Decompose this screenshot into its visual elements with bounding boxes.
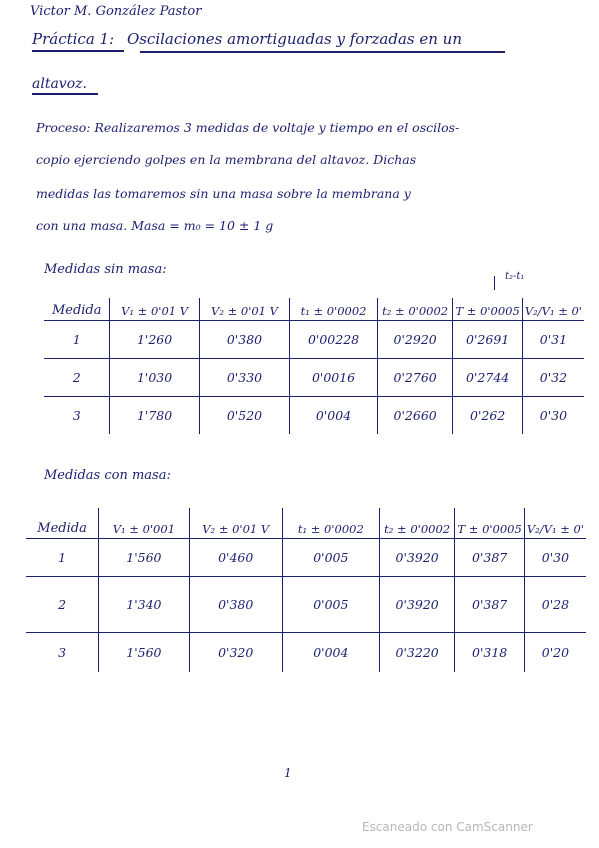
table-cell: 0'00228	[290, 320, 378, 358]
header-cell: t₁ ± 0'0002	[282, 508, 379, 538]
header-cell: T ± 0'0005	[453, 298, 522, 320]
table-row	[44, 320, 584, 358]
table-cell: 1	[26, 538, 99, 576]
table-cell: 0'3920	[379, 576, 455, 632]
table-cell: 0'32	[522, 358, 584, 396]
table-cell: 2	[44, 358, 110, 396]
table-cell: 1'340	[99, 576, 189, 632]
title-prefix: Práctica 1:	[32, 30, 115, 48]
header-cell: t₂ ± 0'0002	[377, 298, 453, 320]
table-cell: 0'318	[455, 632, 524, 672]
table-cell: 1'560	[99, 632, 189, 672]
table-cell: 1'030	[110, 358, 199, 396]
process-line-2: copio ejerciendo golpes en la membrana del altavoz. Dichas	[36, 152, 417, 167]
table-cell: 0'2660	[377, 396, 453, 434]
process-line-4: con una masa. Masa = m₀ = 10 ± 1 g	[36, 218, 274, 233]
header-cell: t₁ ± 0'0002	[290, 298, 378, 320]
table-row	[26, 632, 586, 672]
table-cell: 0'004	[290, 396, 378, 434]
table-row	[44, 358, 584, 396]
scanner-watermark: Escaneado con CamScanner	[362, 820, 533, 834]
header-cell: V₂ ± 0'01 V	[189, 508, 282, 538]
process-line-1: Proceso: Realizaremos 3 medidas de voltaje y tiempo en el oscilos-	[36, 120, 460, 135]
table-cell: 0'28	[524, 576, 586, 632]
header-cell: Medida	[26, 508, 99, 538]
table-cell: 0'0016	[290, 358, 378, 396]
table-cell: 2	[26, 576, 99, 632]
table-cell: 0'3220	[379, 632, 455, 672]
table-row	[26, 576, 586, 632]
table-cell: 0'005	[282, 576, 379, 632]
table-row	[44, 396, 584, 434]
table-cell: 0'520	[199, 396, 290, 434]
header-cell: V₂ ± 0'01 V	[199, 298, 290, 320]
table-con-masa	[26, 508, 586, 672]
table-cell: 0'30	[524, 538, 586, 576]
title-line2-underline	[32, 93, 98, 95]
table-cell: 0'330	[199, 358, 290, 396]
table-cell: 3	[26, 632, 99, 672]
table-cell: 0'2691	[453, 320, 522, 358]
table-cell: 0'380	[199, 320, 290, 358]
table-cell: 1	[44, 320, 110, 358]
table-cell: 0'2920	[377, 320, 453, 358]
table-cell: 1'260	[110, 320, 199, 358]
section-label-sin-masa: Medidas sin masa:	[44, 262, 167, 277]
table-cell: 0'460	[189, 538, 282, 576]
table-cell: 0'3920	[379, 538, 455, 576]
table-cell: 1'780	[110, 396, 199, 434]
period-note: t₂-t₁	[505, 271, 525, 282]
table-sin-masa	[44, 298, 584, 434]
header-cell: T ± 0'0005	[455, 508, 524, 538]
table-cell: 0'31	[522, 320, 584, 358]
table-cell: 0'262	[453, 396, 522, 434]
process-line-3: medidas las tomaremos sin una masa sobre la membrana y	[36, 186, 411, 201]
header-cell: t₂ ± 0'0002	[379, 508, 455, 538]
section-label-con-masa: Medidas con masa:	[44, 468, 171, 483]
table-cell: 0'320	[189, 632, 282, 672]
table-cell: 0'30	[522, 396, 584, 434]
table-header-row	[26, 508, 586, 538]
table-cell: 0'2744	[453, 358, 522, 396]
header-cell: V₂/V₁ ± 0'	[524, 508, 586, 538]
header-cell: V₂/V₁ ± 0'	[522, 298, 584, 320]
table-cell: 0'005	[282, 538, 379, 576]
author-name: Victor M. González Pastor	[30, 4, 202, 19]
table-row	[26, 538, 586, 576]
title-text-underline	[140, 51, 505, 53]
header-cell: V₁ ± 0'01 V	[110, 298, 199, 320]
table-cell: 0'387	[455, 538, 524, 576]
table-cell: 0'2760	[377, 358, 453, 396]
table-cell: 0'20	[524, 632, 586, 672]
page-number: 1	[284, 766, 292, 780]
header-cell: V₁ ± 0'001	[99, 508, 189, 538]
header-cell: Medida	[44, 298, 110, 320]
table-cell: 0'004	[282, 632, 379, 672]
table-cell: 1'560	[99, 538, 189, 576]
title-prefix-underline	[32, 50, 124, 52]
practice-title-line2: altavoz.	[32, 76, 87, 92]
title-text: Oscilaciones amortiguadas y forzadas en un	[126, 30, 462, 48]
table-cell: 0'387	[455, 576, 524, 632]
note-arrow	[494, 276, 495, 290]
table-cell: 3	[44, 396, 110, 434]
table-cell: 0'380	[189, 576, 282, 632]
practice-title	[32, 30, 462, 48]
table-header-row	[44, 298, 584, 320]
